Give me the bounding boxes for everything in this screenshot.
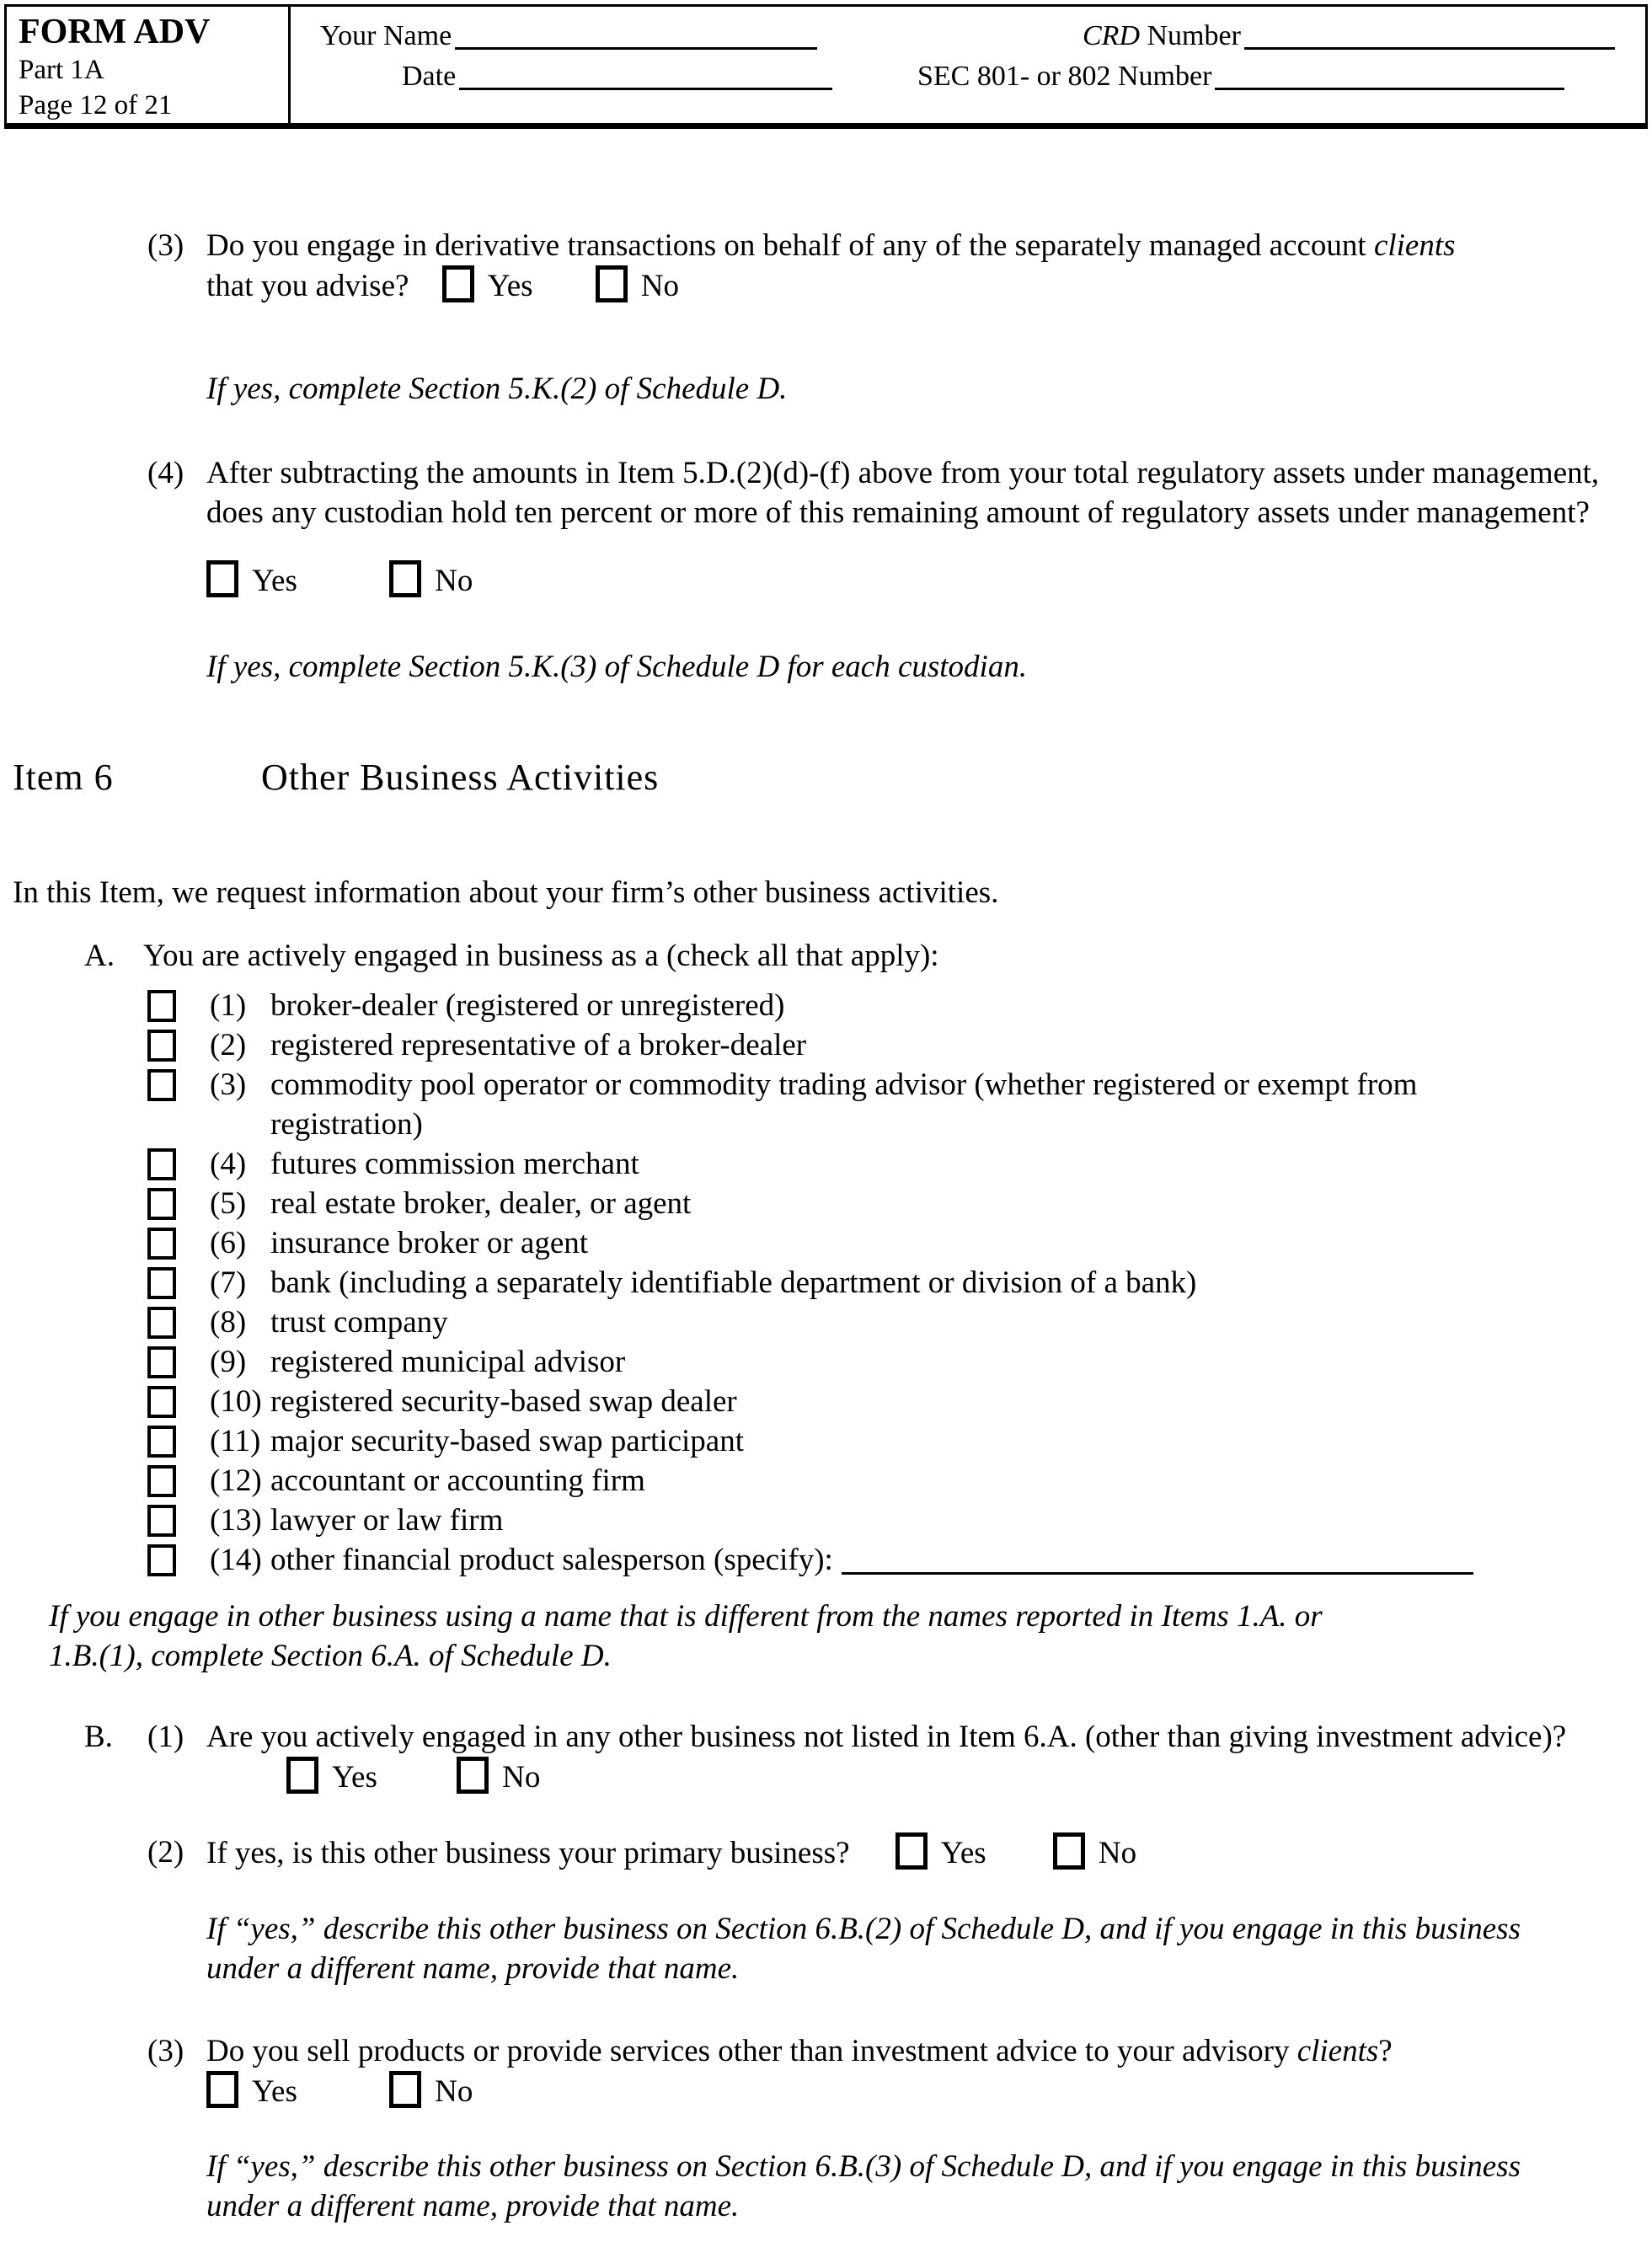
- crd-label-rest: Number: [1140, 20, 1241, 51]
- list-item: [147, 1382, 1652, 1421]
- option-label: bank (including a separately identifiable department or division of a bank): [270, 1265, 1197, 1300]
- sec-number-input-line[interactable]: [1215, 59, 1564, 90]
- list-item: [147, 986, 1652, 1025]
- q6b1-no-checkbox[interactable]: [457, 1757, 489, 1794]
- q6b3-instruction-note: If “yes,” describe this other business on Section 6.B.(3) of Schedule D, and if you engage in this business under a different name, provide that name.: [206, 2149, 1521, 2223]
- option-14-checkbox[interactable]: [147, 1544, 176, 1576]
- option-number: (11): [210, 1424, 261, 1458]
- crd-number-field: [1083, 19, 1615, 53]
- q5k3-no-checkbox[interactable]: [596, 265, 628, 302]
- question-text-main: Do you engage in derivative transactions on behalf of any of the separately managed account: [206, 228, 1374, 263]
- q6b1-yes-checkbox[interactable]: [286, 1757, 318, 1794]
- no-label: No: [435, 2074, 473, 2109]
- q6b3-no-checkbox[interactable]: [389, 2071, 421, 2108]
- page-header: [4, 4, 1648, 129]
- your-name-input-line[interactable]: [455, 19, 817, 50]
- yes-label: Yes: [252, 2074, 297, 2109]
- yes-label: Yes: [940, 1836, 986, 1870]
- list-item: [147, 1144, 1652, 1184]
- list-item: [147, 1263, 1652, 1303]
- option-label: registered municipal advisor: [270, 1345, 626, 1379]
- no-label: No: [435, 564, 473, 598]
- question-number: (1): [147, 1720, 184, 1754]
- option-number: (4): [210, 1147, 247, 1181]
- question-6b3: [147, 2031, 1652, 2111]
- crd-number-input-line[interactable]: [1244, 19, 1615, 50]
- q5k4-yes-checkbox[interactable]: [206, 560, 238, 597]
- question-5k4: [147, 453, 1652, 532]
- list-item: [147, 1065, 1652, 1144]
- crd-label-italic: CRD: [1083, 20, 1140, 51]
- option-12-checkbox[interactable]: [147, 1465, 176, 1497]
- section-6a-note: If you engage in other business using a name that is different from the names reported in Items 1.A. or 1.B.(1), complete Section 6.A. of Schedule D.: [49, 1599, 1323, 1673]
- option-label: broker-dealer (registered or unregistered): [270, 988, 785, 1023]
- option-label: accountant or accounting firm: [270, 1463, 645, 1498]
- item6-title: Other Business Activities: [261, 757, 660, 798]
- item6-number: Item 6: [13, 757, 114, 798]
- q6b2-yes-checkbox[interactable]: [896, 1832, 928, 1870]
- item6-heading: [13, 754, 1652, 801]
- list-item: [147, 1223, 1652, 1263]
- option-number: (12): [210, 1463, 262, 1498]
- question-number: (3): [147, 228, 184, 263]
- q6b2-no-checkbox[interactable]: [1053, 1832, 1085, 1870]
- option-5-checkbox[interactable]: [147, 1188, 176, 1220]
- yes-label: Yes: [332, 1760, 377, 1795]
- option-number: (2): [210, 1028, 247, 1062]
- header-fields: [291, 7, 1645, 123]
- date-label: Date: [402, 61, 457, 92]
- q5k4-yes-no-row: [206, 560, 1652, 601]
- q5k4-no-checkbox[interactable]: [389, 560, 421, 597]
- option-number: (6): [210, 1226, 247, 1260]
- option-label: major security-based swap participant: [270, 1424, 744, 1458]
- option-number: (13): [210, 1503, 262, 1538]
- option-label: registered security-based swap dealer: [270, 1384, 737, 1419]
- q6b2-text: If yes, is this other business your primary business?: [206, 1836, 850, 1870]
- question-number: (3): [147, 2034, 184, 2068]
- option-3-checkbox[interactable]: [147, 1069, 176, 1101]
- option-number: (7): [210, 1265, 247, 1300]
- option-1-checkbox[interactable]: [147, 990, 176, 1022]
- q5k3-yes-checkbox[interactable]: [442, 265, 474, 302]
- question-number: (4): [147, 456, 184, 490]
- section-letter: B.: [84, 1720, 113, 1754]
- q6b3-text-clients: clients: [1296, 2034, 1379, 2068]
- list-item: [147, 1540, 1652, 1580]
- list-item: [147, 1421, 1652, 1461]
- q6b3-text: Do you sell products or provide services other than investment advice to your advisory: [206, 2034, 1297, 2068]
- page-body: [0, 126, 1652, 2226]
- option-number: (14): [210, 1543, 262, 1577]
- q5k3-instruction-note: If yes, complete Section 5.K.(2) of Schedule D.: [206, 372, 788, 406]
- question-6b2: [147, 1832, 1652, 1873]
- section-6a-text: You are actively engaged in business as a (check all that apply):: [143, 939, 939, 973]
- q6b3-yes-checkbox[interactable]: [206, 2071, 238, 2108]
- q6b3-text-qmark: ?: [1378, 2034, 1393, 2068]
- option-label: commodity pool operator or commodity trading advisor (whether registered or exempt from registration): [270, 1067, 1418, 1142]
- page-number-label: Page 12 of 21: [19, 90, 173, 120]
- option-10-checkbox[interactable]: [147, 1386, 176, 1418]
- option-13-checkbox[interactable]: [147, 1505, 176, 1537]
- section-6a-checklist: [147, 986, 1652, 1580]
- question-text-line2: that you advise?: [206, 269, 409, 303]
- date-input-line[interactable]: [459, 59, 832, 90]
- question-text: [206, 1717, 1575, 1797]
- option-9-checkbox[interactable]: [147, 1346, 176, 1378]
- form-id-box: [7, 7, 291, 123]
- option-number: (10): [210, 1384, 262, 1419]
- no-label: No: [640, 269, 680, 303]
- no-label: No: [1098, 1836, 1137, 1870]
- option-8-checkbox[interactable]: [147, 1307, 176, 1339]
- list-item: [147, 1342, 1652, 1382]
- option-number: (8): [210, 1305, 247, 1340]
- question-text: [206, 226, 1601, 306]
- option-6-checkbox[interactable]: [147, 1228, 176, 1260]
- option-7-checkbox[interactable]: [147, 1267, 176, 1299]
- list-item: [147, 1501, 1652, 1540]
- no-label: No: [502, 1760, 541, 1795]
- list-item: [147, 1025, 1652, 1065]
- option-number: (9): [210, 1345, 247, 1379]
- option-number: (3): [210, 1067, 247, 1102]
- sec-number-field: [917, 59, 1564, 94]
- question-text: After subtracting the amounts in Item 5.D.(2)(d)-(f) above from your total regulatory assets under management, does any custodian hold ten percent or more of this remaining amount of regulatory assets under management?: [206, 456, 1600, 530]
- section-6a-prompt: [84, 936, 1652, 976]
- form-title: FORM ADV: [19, 13, 211, 51]
- specify-input-line[interactable]: [842, 1543, 1473, 1575]
- question-5k3: [147, 226, 1652, 306]
- list-item: [147, 1303, 1652, 1342]
- option-label: trust company: [270, 1305, 448, 1340]
- sec-number-label: SEC 801- or 802 Number: [917, 61, 1212, 92]
- option-4-checkbox[interactable]: [147, 1148, 176, 1180]
- option-label: futures commission merchant: [270, 1147, 639, 1181]
- yes-label: Yes: [487, 269, 533, 303]
- option-number: (5): [210, 1186, 247, 1221]
- your-name-field: [320, 19, 817, 53]
- option-label: [270, 1540, 1572, 1580]
- q6b1-text: Are you actively engaged in any other business not listed in Item 6.A. (other than giving investment advice)?: [206, 1720, 1567, 1754]
- option-label: real estate broker, dealer, or agent: [270, 1186, 692, 1221]
- question-text: [206, 2031, 1601, 2111]
- option-2-checkbox[interactable]: [147, 1030, 176, 1062]
- question-text: [206, 1832, 1601, 1873]
- option-number: (1): [210, 988, 247, 1023]
- section-letter: A.: [84, 939, 115, 973]
- option-label: registered representative of a broker-dealer: [270, 1028, 807, 1062]
- question-number: (2): [147, 1835, 184, 1870]
- list-item: [147, 1461, 1652, 1501]
- option-label: lawyer or law firm: [270, 1503, 504, 1538]
- list-item: [147, 1184, 1652, 1223]
- option-14-text: other financial product salesperson (specify):: [270, 1543, 833, 1577]
- option-label: insurance broker or agent: [270, 1226, 589, 1260]
- q6b2-instruction-note: If “yes,” describe this other business on Section 6.B.(2) of Schedule D, and if you engage in this business under a different name, provide that name.: [206, 1912, 1521, 1986]
- question-text-clients: clients: [1373, 228, 1456, 263]
- item6-intro: In this Item, we request information about your firm’s other business activities.: [13, 875, 999, 910]
- date-field: [402, 59, 832, 94]
- q5k4-instruction-note: If yes, complete Section 5.K.(3) of Schedule D for each custodian.: [206, 650, 1028, 684]
- option-11-checkbox[interactable]: [147, 1426, 176, 1458]
- yes-label: Yes: [252, 564, 297, 598]
- your-name-label: Your Name: [320, 20, 452, 51]
- question-6b1: [84, 1717, 1652, 1797]
- form-part-label: Part 1A: [19, 55, 104, 85]
